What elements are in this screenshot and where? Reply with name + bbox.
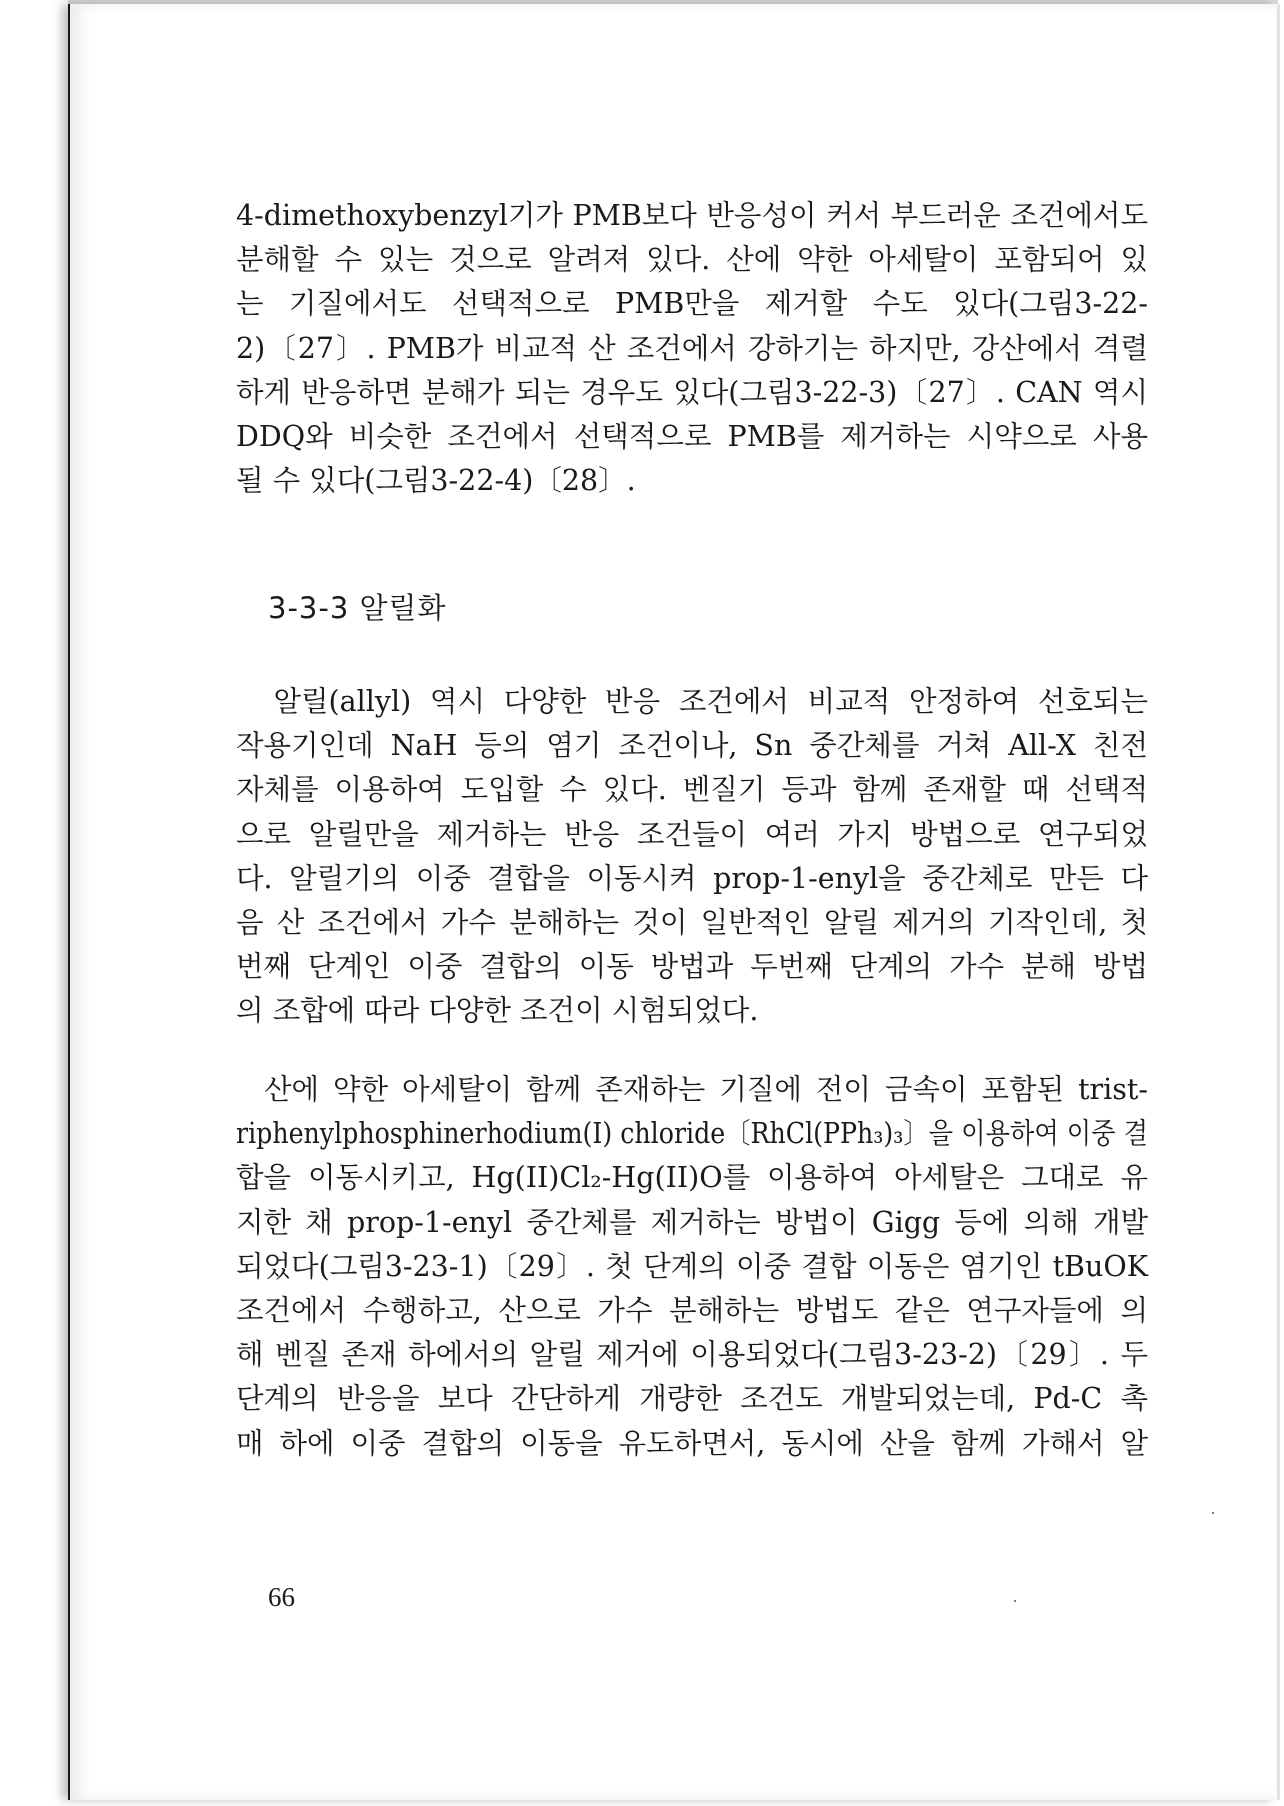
text-line: 2)〔27〕. PMB가 비교적 산 조건에서 강하기는 하지만, 강산에서 격렬	[236, 331, 1148, 365]
page-number: 66	[268, 1582, 295, 1612]
paragraph-1	[236, 194, 1148, 503]
text-line: 음 산 조건에서 가수 분해하는 것이 일반적인 알릴 제거의 기작인데, 첫	[236, 905, 1148, 939]
text-line: 조건에서 수행하고, 산으로 가수 분해하는 방법도 같은 연구자들에 의	[236, 1293, 1148, 1327]
text-line: 될 수 있다(그림3-22-4)〔28〕.	[236, 464, 636, 498]
section-heading: 3-3-3 알릴화	[268, 591, 447, 625]
text-line: 으로 알릴만을 제거하는 반응 조건들이 여러 가지 방법으로 연구되었	[236, 817, 1148, 851]
text-line: 합을 이동시키고, Hg(II)Cl₂-Hg(II)O를 이용하여 아세탈은 그대로 유	[236, 1161, 1148, 1195]
text-line: 산에 약한 아세탈이 함께 존재하는 기질에 전이 금속이 포함된 trist-	[236, 1073, 1148, 1106]
text-line: 하게 반응하면 분해가 되는 경우도 있다(그림3-22-3)〔27〕. CAN 역시	[236, 375, 1148, 409]
text-line: 단계의 반응을 보다 간단하게 개량한 조건도 개발되었는데, Pd-C 촉	[236, 1382, 1148, 1416]
text-line: 번째 단계인 이중 결합의 이동 방법과 두번째 단계의 가수 분해 방법	[236, 950, 1148, 984]
text-line: 분해할 수 있는 것으로 알려져 있다. 산에 약한 아세탈이 포함되어 있	[236, 243, 1148, 277]
text-line: 매 하에 이중 결합의 이동을 유도하면서, 동시에 산을 함께 가해서 알	[236, 1426, 1148, 1460]
text-line: 는 기질에서도 선택적으로 PMB만을 제거할 수도 있다(그림3-22-	[236, 287, 1148, 321]
paragraph-2	[236, 680, 1148, 1034]
text-line: 되었다(그림3-23-1)〔29〕. 첫 단계의 이중 결합 이동은 염기인 tBuOK	[236, 1249, 1148, 1283]
text-line: 작용기인데 NaH 등의 염기 조건이나, Sn 중간체를 거쳐 All-X 친전	[236, 729, 1148, 763]
text-line: riphenylphosphinerhodium(I) chloride〔RhCl(PPh₃)₃〕을 이용하여 이중 결	[236, 1117, 1149, 1151]
text-line: DDQ와 비슷한 조건에서 선택적으로 PMB를 제거하는 시약으로 사용	[236, 419, 1148, 453]
text-line: 자체를 이용하여 도입할 수 있다. 벤질기 등과 함께 존재할 때 선택적	[236, 773, 1148, 807]
scan-speck	[1212, 1512, 1214, 1514]
text-line: 지한 채 prop-1-enyl 중간체를 제거하는 방법이 Gigg 등에 의해 개발	[236, 1205, 1148, 1239]
text-line: 알릴(allyl) 역시 다양한 반응 조건에서 비교적 안정하여 선호되는	[236, 685, 1148, 718]
text-line: 해 벤질 존재 하에서의 알릴 제거에 이용되었다(그림3-23-2)〔29〕. 두	[236, 1338, 1148, 1372]
text-line: 의 조합에 따라 다양한 조건이 시험되었다.	[236, 994, 759, 1028]
scan-speck	[1014, 1600, 1016, 1602]
text-line: 다. 알릴기의 이중 결합을 이동시켜 prop-1-enyl을 중간체로 만든 다	[236, 861, 1148, 895]
text-line: 4-dimethoxybenzyl기가 PMB보다 반응성이 커서 부드러운 조건에서도	[236, 199, 1148, 232]
page-right-edge	[1277, 4, 1280, 1800]
paragraph-3	[236, 1068, 1148, 1466]
